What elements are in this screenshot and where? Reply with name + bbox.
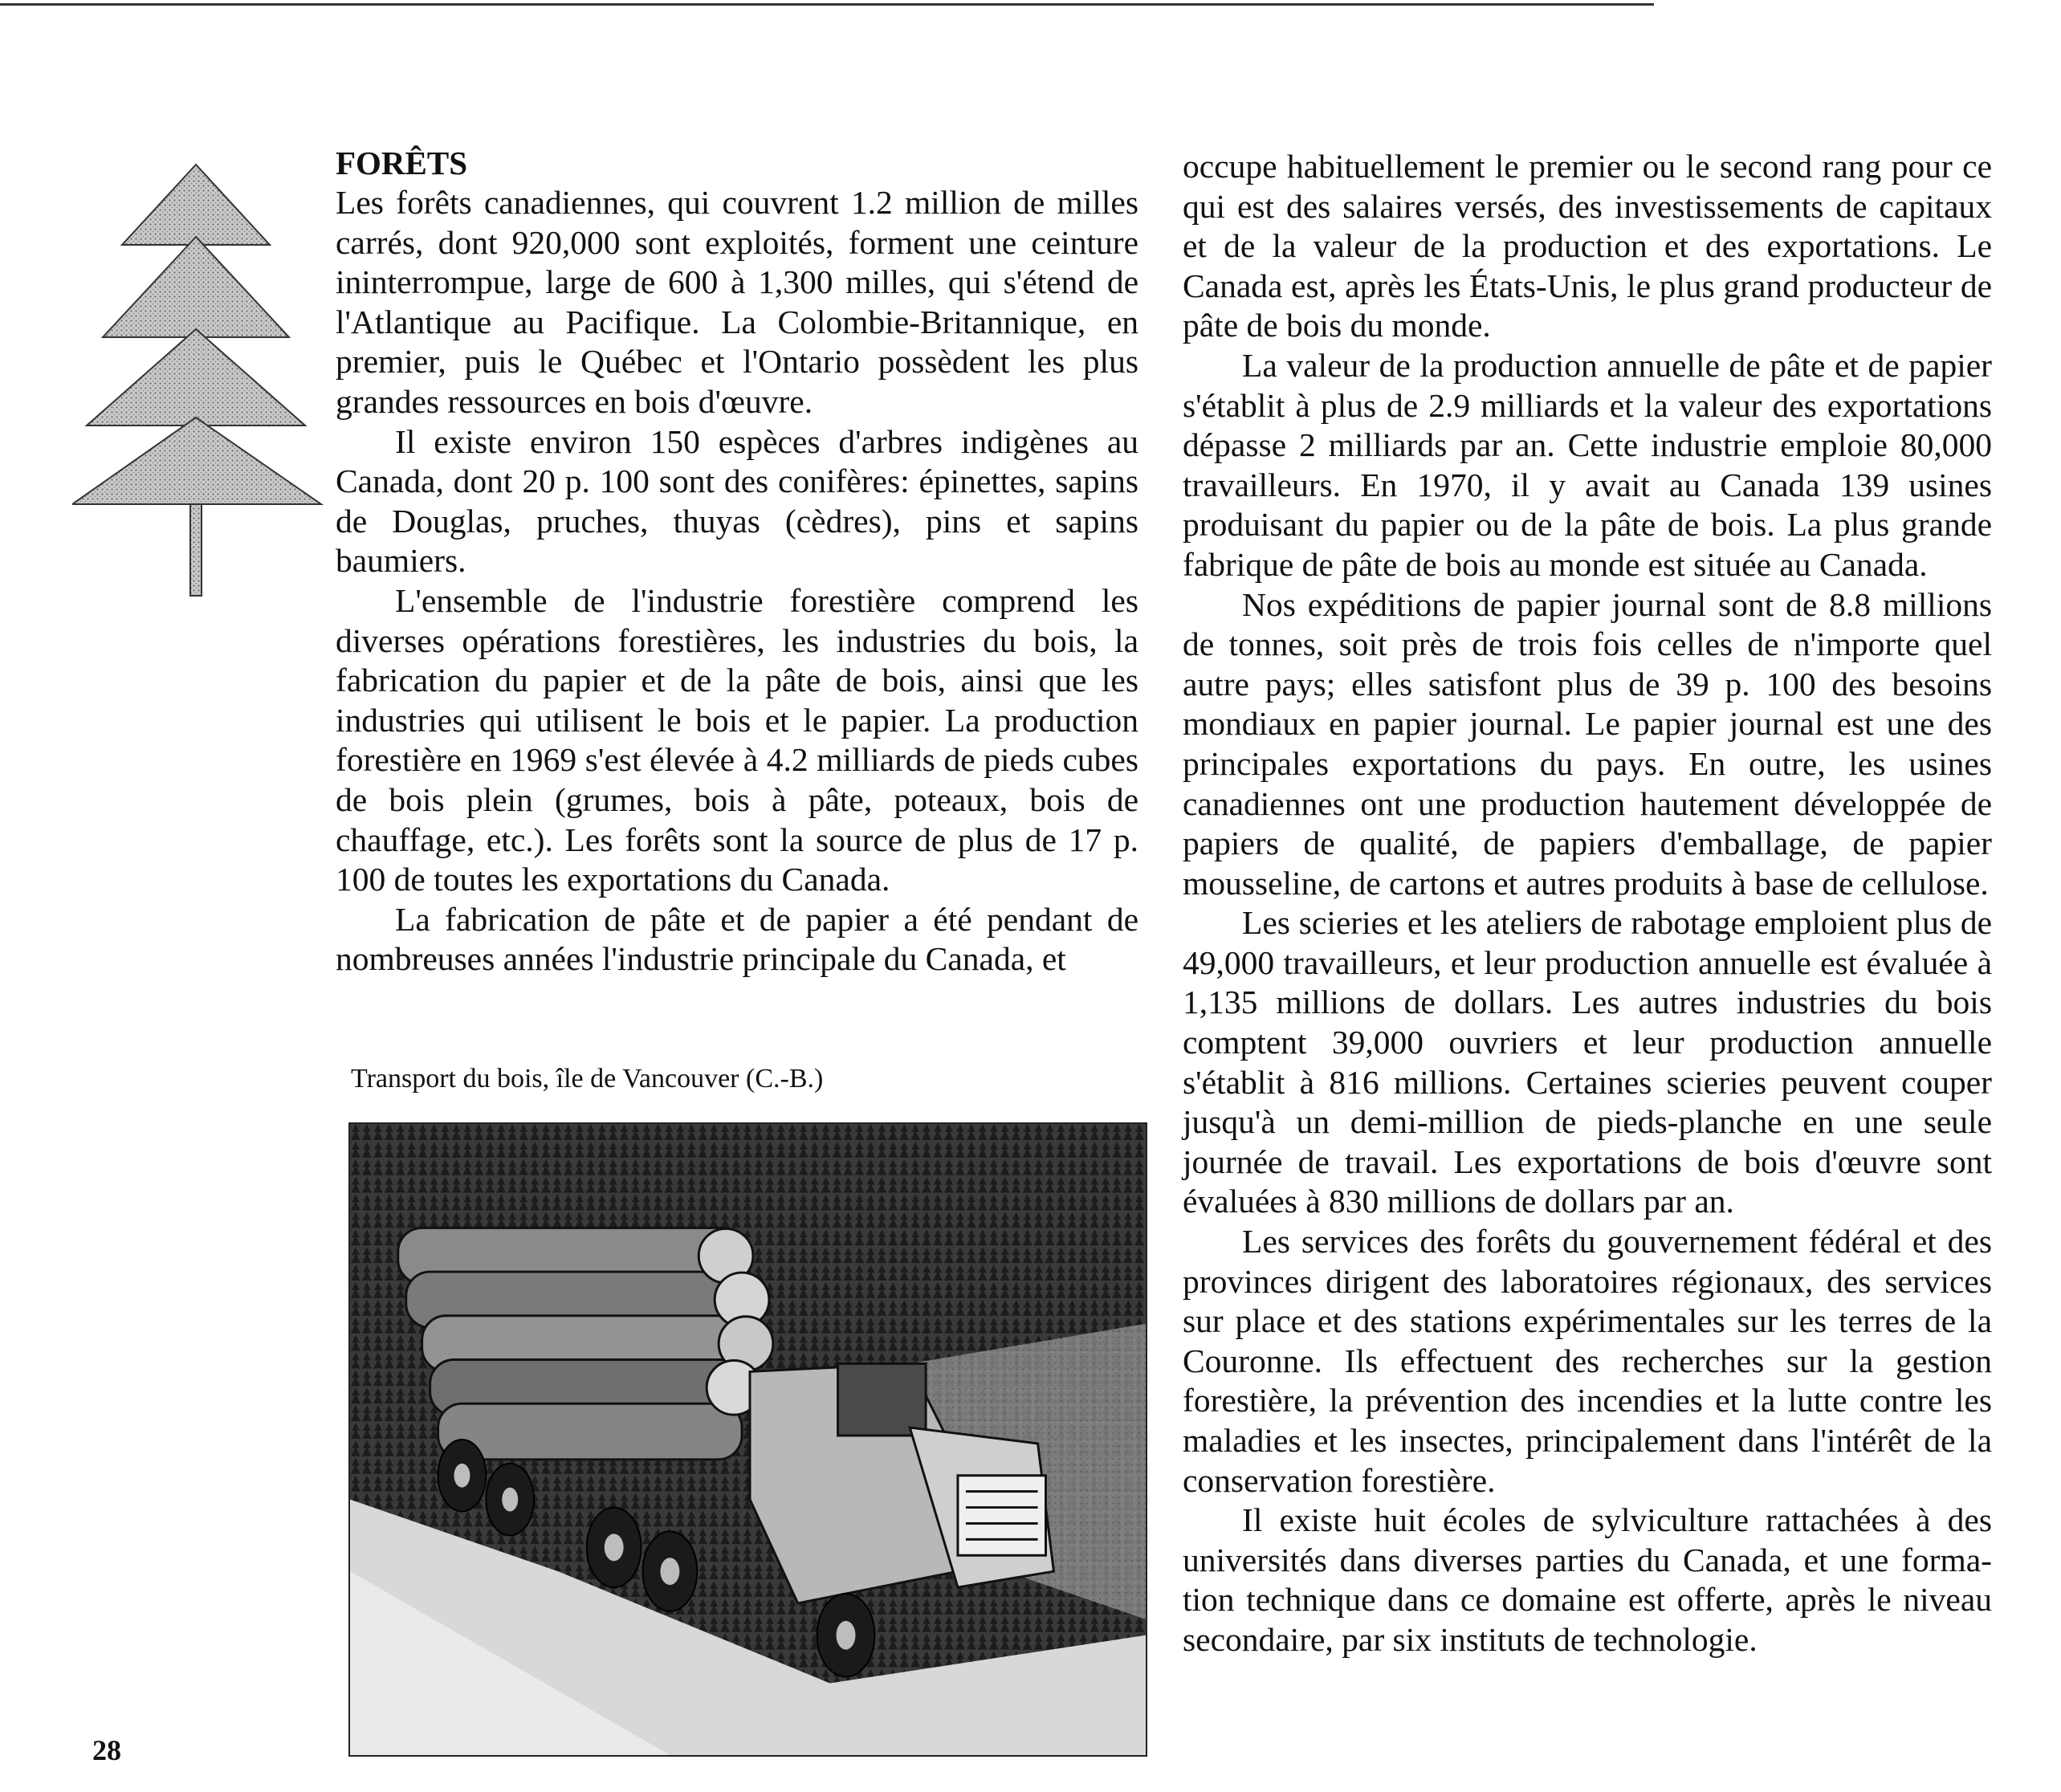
paragraph: Il existe huit écoles de sylviculture rattachées à des universités dans diverses parties du Canada, et une formation technique dans ce domaine est offerte, après le niveau secondaire, par six instituts de technologie. (1183, 1501, 1992, 1658)
paragraph: Les forêts canadiennes, qui couvrent 1.2 million de milles carrés, dont 920,000 sont exploités, forment une ceinture ininterrompue, large de 600 à 1,300 milles, qui s'étend de l'Atlantique au Pacifique. La Colombie-Britannique, en premier, puis le Québec et l'Ontario possèdent les plus grandes ressources en bois d'œuvre. (336, 184, 1138, 420)
logging-truck-photo (348, 1122, 1147, 1757)
left-column (336, 143, 1138, 979)
paragraph: Les services des forêts du gouvernement fédéral et des provinces dirigent des laboratoires régionaux, des services sur place et des stations expérimentales sur les terres de la Couronne. Ils effectuent des recherches sur la gestion forestière, la prévention des incendies et la lutte contre les maladies et les insectes, principalement dans l'intérêt de la conservation forestière. (1183, 1223, 1992, 1499)
right-column (1183, 147, 1992, 1660)
paragraph: La fabrication de pâte et de papier a été pendant de nombreuses années l'industrie principale du Canada, et (336, 900, 1138, 978)
paragraph: Nos expéditions de papier journal sont de 8.8 millions de tonnes, soit près de trois fois celles de n'importe quel autre pays; elles satisfont plus de 39 p. 100 des besoins mondiaux en papier journal. Le papier journal est une des principales exportations du pays. En outre, les usines canadiennes ont une production hautement développée de papiers de qualité, de papiers d'emballage, de papier mousseline, de cartons et autres produits à base de cellulose. (1183, 585, 1992, 902)
photo-caption: Transport du bois, île de Vancouver (C.-B.) (351, 1064, 824, 1094)
section-heading: FORÊTS (336, 145, 468, 181)
paragraph: L'ensemble de l'industrie forestière comprend les diverses opérations forestières, les industries du bois, la fabrication du papier et de la pâte de bois, ainsi que les industries qui utilisent le bois et le papier. La production forestière en 1969 s'est élevée à 4.2 milliards de pieds cubes de bois plein (grumes, bois à pâte, poteaux, bois de chauffage, etc.). Les forêts sont la source de plus de 17 p. 100 de toutes les exportations du Canada. (336, 581, 1138, 898)
paragraph: La valeur de la production annuelle de pâte et de papier s'établit à plus de 2.9 milliards et la valeur des exportations dépasse 2 milliards par an. Cette industrie emploie 80,000 travailleurs. En 1970, il y avait au Canada 139 usines produisant du papier ou de la pâte de bois. La plus grande fabrique de pâte de bois au monde est située au Canada. (1183, 346, 1992, 583)
top-rule (0, 3, 1654, 6)
paragraph: Les scieries et les ateliers de rabotage emploient plus de 49,000 travailleurs, et leur production annuelle est évaluée à 1,135 millions de dollars. Les autres industries du bois comptent 39,000 ouvriers et leur production annuelle s'établit à 816 millions. Certaines scieries peuvent couper jusqu'à un demi-million de pieds-planche en une seule journée de travail. Les exportations de bois d'œuvre sont évaluées à 830 millions de dollars par an. (1183, 904, 1992, 1220)
page-number: 28 (92, 1734, 121, 1766)
conifer-tree-icon (72, 161, 337, 598)
paragraph: Il existe environ 150 espèces d'arbres indigènes au Canada, dont 20 p. 100 sont des conifères: épinettes, sapins de Douglas, pruches, thuyas (cèdres), pins et sapins baumiers. (336, 422, 1138, 580)
paragraph: occupe habituellement le premier ou le second rang pour ce qui est des salaires versés, des investissements de capitaux et de la valeur de la production et des exportations. Le Canada est, après les États-Unis, le plus grand producteur de pâte de bois du monde. (1183, 148, 1992, 344)
